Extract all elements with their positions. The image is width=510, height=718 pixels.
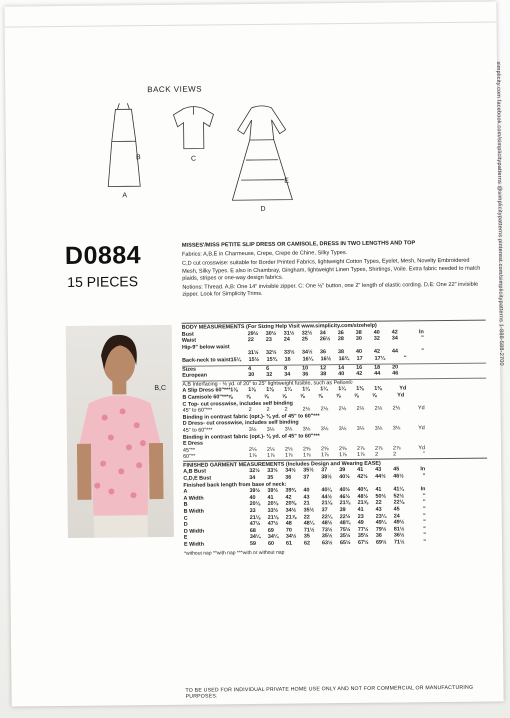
size-value: 30 [248, 372, 255, 379]
row-value: 24 [283, 336, 290, 343]
row-value: 2 [393, 451, 397, 458]
measurement-chart [182, 320, 488, 557]
row-value: 36 [319, 349, 327, 356]
size-value: 12 [320, 364, 327, 371]
usage-disclaimer: TO BE USED FOR INDIVIDUAL PRIVATE HOME USE ONLY AND NOT FOR COMMERCIAL OR MANUFACTURING PURPOSES. [185, 684, 474, 700]
row-label: B Width [183, 508, 204, 515]
row-value: 62 [303, 540, 311, 547]
side-contact-text: simplicity.com facebook.com/simplicitypatterns @simplicitypatterns pinterest.com/simplicitypatterns 1-888-588-2700 [494, 61, 505, 366]
row-value: 1¼ [320, 386, 328, 393]
size-value: 38 [320, 371, 327, 378]
back-views-title: BACK VIEWS [147, 84, 203, 95]
row-value: 39¾ [285, 487, 296, 494]
row-value: ⅝ [354, 392, 359, 399]
row-value: 2⅞ [356, 445, 365, 452]
row-unit: " [423, 519, 426, 526]
row-value: 73½ [321, 527, 333, 534]
row-value: 22⅛ [393, 499, 405, 506]
row-value: 42 [391, 329, 398, 336]
row-value: 34½ [301, 349, 313, 356]
row-value: 16 [284, 356, 291, 363]
row-value: 37 [321, 467, 328, 474]
view-label-d: D [260, 205, 266, 213]
row-value: 59 [249, 540, 257, 548]
row-value: 40 [373, 329, 380, 336]
row-value: 1⅞ [285, 452, 293, 459]
row-value: 34 [249, 475, 256, 482]
row-value: 69 [267, 527, 274, 534]
row-value: 2⅛ [248, 446, 257, 453]
row-label: A Slip Dress 60"*** [182, 387, 231, 395]
row-value: 34¼ [267, 534, 279, 541]
size-value: 42 [356, 371, 363, 378]
row-value: 33½ [267, 468, 278, 475]
european-row: European 30 32 34 36 38 40 42 44 46 [182, 370, 486, 380]
size-value: 46 [392, 370, 399, 377]
photo-view-label: B,C [154, 384, 167, 393]
row-unit: " [404, 355, 407, 362]
model-illustration [66, 325, 174, 538]
row-value: 61 [285, 540, 293, 547]
row-value: ⅝ [372, 392, 377, 399]
row-value: 16½ [320, 356, 332, 363]
row-value: 21⅛ [267, 514, 279, 521]
row-value: 29½ [247, 330, 259, 337]
row-label: A Width [183, 495, 204, 502]
row-value: 34½ [285, 533, 297, 541]
row-value: 41 [357, 506, 364, 513]
row-value: 1⅞ [249, 453, 257, 460]
row-label: Binding in contrast fabric (opt.)- ⅜ yd. of 45" to 60"*** [182, 413, 320, 421]
row-value: 17¼ [374, 355, 386, 362]
row-value: 2⅛ [266, 446, 275, 453]
row-value: 21⅝ [357, 500, 369, 507]
row-value: 24 [393, 513, 400, 520]
row-value: 1⅛ [266, 387, 274, 394]
view-label-b: B [135, 154, 141, 162]
row-value: 3⅛ [392, 425, 401, 432]
row-label: Binding in contrast fabric (opt.)- ⅜ yd. of 45" to 60"*** [182, 432, 320, 441]
row-value: 22 [375, 500, 382, 507]
view-label-c: C [190, 155, 197, 163]
notions: Notions: Thread. A,B: One 14" invisible zipper. C: One ½" button, one 2" length of elastic cording. D,E: One 22" invisible zipper. Look for Simplicity Trims. [182, 281, 479, 298]
row-label: E Dress [182, 440, 204, 447]
row-value: 36 [285, 474, 292, 481]
size-value: 4 [248, 365, 252, 372]
row-value: 71½ [303, 527, 315, 534]
row-value: 48¼ [303, 520, 315, 527]
row-value: 79½ [375, 526, 387, 533]
row-value: 30½ [265, 330, 277, 337]
row-value: 1⅛ [230, 387, 238, 394]
row-unit: " [422, 499, 426, 506]
row-value: 1⅞ [339, 452, 347, 459]
row-value: 33½ [267, 507, 279, 514]
row-value: 42½ [357, 473, 368, 480]
row-value: 39 [339, 467, 346, 474]
dress-sketch [231, 106, 292, 201]
row-label: Bust [181, 331, 194, 338]
row-value: 36½ [393, 532, 405, 539]
size-value: 20 [392, 364, 399, 371]
row-value: 48½ [321, 520, 333, 527]
row-value: 46½ [393, 473, 404, 480]
row-value: 21⅞ [285, 514, 297, 521]
row-value: 1¼ [338, 386, 346, 393]
row-value: 49½ [393, 519, 405, 526]
row-value: 65½ [339, 540, 351, 547]
row-value: 33½ [283, 349, 295, 357]
row-value: 35½ [321, 533, 333, 540]
row-value: 30 [355, 336, 362, 343]
row-value: 15½ [248, 356, 260, 364]
row-value: 3⅛ [356, 425, 365, 432]
row-unit: " [423, 512, 426, 519]
interfacing-note: A,B Interfacing - ⅛ yd. of 20" to 25" lightweight fusible, such as Pellon® [182, 377, 486, 388]
row-value: 75½ [339, 526, 351, 533]
row-label: C,D,E Bust [183, 475, 212, 482]
row-value: 40½ [339, 487, 350, 494]
row-value: 42 [373, 349, 381, 356]
row-value: 2⅛ [320, 406, 329, 413]
row-value: 81½ [393, 526, 405, 533]
row-label: D [183, 521, 188, 528]
row-value: 36 [375, 533, 382, 540]
size-value: 36 [302, 371, 309, 378]
row-label: A [183, 488, 188, 495]
row-label: E [183, 535, 188, 542]
row-value: 2⅛ [284, 446, 293, 453]
row-value: 34 [391, 335, 398, 342]
size-value: 34 [284, 371, 291, 378]
row-value: ⅝ [318, 393, 323, 400]
side-contact-strip [483, 61, 510, 701]
row-unit: " [422, 473, 426, 480]
row-unit: " [423, 506, 426, 513]
description-heading: MISSES'/MISS PETITE SLIP DRESS OR CAMISOLE, DRESS IN TWO LENGTHS AND TOP [181, 240, 416, 249]
row-value: 1⅞ [357, 452, 365, 459]
row-label: C [183, 515, 188, 522]
row-unit: " [421, 348, 425, 355]
row-value: 3⅛ [374, 425, 383, 432]
row-value: 43 [375, 467, 382, 474]
row-value: 17 [356, 355, 363, 362]
row-value: 44 [391, 348, 399, 355]
row-value: 15¾ [266, 356, 278, 363]
row-label: C Top- cut crosswise, includes self binding [182, 400, 293, 408]
row-value: 37 [321, 507, 328, 514]
row-value: 21 [303, 500, 310, 507]
row-value: 47½ [249, 521, 261, 528]
row-value: ⅝ [228, 394, 233, 401]
row-value: 2⅛ [392, 405, 401, 412]
row-label: 45" to 60"*** [182, 427, 213, 434]
row-label: E Width [183, 541, 205, 548]
row-value: 23¼ [375, 513, 387, 520]
body-measurement-rows [182, 328, 486, 364]
row-value: 69½ [375, 539, 387, 546]
row-value: 21⅛ [321, 500, 333, 507]
row-unit: In [420, 486, 426, 493]
view-label-a: A [122, 192, 128, 200]
row-value: 40 [303, 487, 310, 494]
row-value: 34 [319, 329, 326, 336]
row-value: 1¼ [284, 386, 292, 394]
row-value: 2⅛ [356, 405, 365, 413]
row-value: 32 [373, 335, 380, 342]
row-value: 60 [267, 540, 275, 547]
row-unit: In [420, 466, 426, 473]
row-label: B Camisole 60"*** [182, 394, 229, 401]
view-label-e: E [284, 177, 289, 185]
row-value: 3⅛ [338, 425, 347, 433]
row-unit: Yd [418, 425, 425, 432]
row-value: 3⅛ [266, 426, 275, 433]
row-value: 35½ [357, 533, 369, 540]
row-value: 35½ [303, 507, 315, 514]
row-value: 21⅛ [249, 514, 261, 521]
row-value: 42 [285, 494, 292, 501]
model-photo [66, 325, 174, 538]
row-label: Finished back length from base of neck: [183, 481, 287, 489]
size-value: 10 [302, 364, 309, 372]
row-value: 32½ [301, 329, 313, 337]
row-value: 34½ [285, 468, 296, 475]
fabrics-cd: C,D cut crosswise: suitable for Border Printed Fabrics, lightweight Cotton Types, Eyelet, Mesh, Novelty Embroidered Mesh, Silky Types. E also in Chambray, Gingham, lightweight Linen Types, Shirtings, Voile. Extra fabric needed to match plaids, stripes or one-way design fabrics. [182, 258, 481, 282]
size-value: 14 [338, 364, 345, 371]
row-value: 2 [284, 406, 288, 413]
row-unit: " [423, 451, 426, 458]
size-value: 32 [266, 371, 273, 379]
row-value: 1⅜ [356, 386, 364, 393]
row-value: 31½ [283, 330, 295, 337]
row-value: 35½ [303, 467, 314, 474]
row-unit: " [422, 493, 426, 500]
row-value: ⅝ [282, 393, 287, 400]
row-value: 33 [249, 508, 256, 515]
row-value: 2⅝ [320, 445, 329, 452]
row-value: 36 [337, 329, 344, 336]
row-value: 34¼ [249, 534, 261, 541]
row-label: 60"** [183, 453, 196, 461]
row-value: 22¼ [321, 513, 333, 520]
row-value: 34½ [285, 507, 297, 514]
row-value: 44½ [375, 473, 386, 480]
slip-dress-sketch [107, 103, 140, 186]
row-value: ⅝ [264, 393, 269, 400]
row-value: 1⅞ [321, 452, 329, 459]
row-value: 1⅛ [248, 387, 256, 394]
row-unit: " [421, 335, 424, 342]
row-value: 28 [337, 336, 344, 343]
row-value: 23 [265, 336, 272, 344]
row-value: 40¼ [321, 487, 332, 494]
row-unit: Yd [418, 444, 426, 451]
row-value: 49¼ [375, 519, 387, 526]
row-value: 41¼ [393, 486, 404, 493]
row-value: 40½ [339, 474, 350, 481]
row-value: 2⅝ [302, 446, 311, 453]
row-value: 3⅛ [320, 426, 329, 433]
row-value: 20⅛ [267, 501, 279, 508]
row-value: 41 [267, 494, 274, 501]
row-value: 2⅝ [338, 445, 347, 452]
row-value: 31½ [247, 350, 259, 357]
row-unit: " [423, 526, 426, 533]
row-value: 38 [355, 329, 362, 336]
row-value: 1⅞ [303, 452, 311, 459]
size-value: 16 [356, 364, 363, 371]
pattern-description [182, 240, 483, 302]
row-unit: Yd [417, 405, 425, 412]
row-value: 41 [375, 486, 382, 493]
row-value: 35½ [339, 533, 351, 540]
row-value: 46½ [339, 493, 351, 500]
envelope-flap-line [4, 1, 496, 27]
row-label: Waist [181, 337, 197, 344]
row-value: 2⅛ [302, 406, 311, 413]
row-value: 71½ [393, 539, 405, 546]
row-value: 38½ [321, 474, 332, 481]
row-value: ⅝ [246, 393, 251, 401]
row-value: 26½ [319, 336, 331, 343]
finished-measurement-rows [183, 466, 488, 548]
row-value: 32½ [249, 468, 260, 475]
row-value: 45 [393, 506, 400, 513]
row-value: ⅝ [300, 393, 305, 400]
row-unit: Yd [399, 385, 407, 392]
row-value: 20⅛ [249, 501, 261, 508]
row-value: 39 [339, 507, 346, 514]
pattern-number: D0884 [64, 241, 142, 270]
fabrics-abe: Fabrics: A,B,E in Charmeuse, Crepe, Crepe de Chine, Silky Types. [181, 250, 348, 258]
row-label: Back-neck to waist [182, 357, 231, 364]
row-value: 21⅜ [339, 500, 351, 507]
row-unit: Yd [397, 392, 405, 399]
row-value: 35 [303, 533, 310, 540]
sizes-row: Sizes 4 6 8 10 12 14 16 18 20 [182, 362, 486, 373]
row-value: 35 [267, 474, 274, 481]
row-value: 22½ [339, 513, 351, 520]
row-value: 39½ [267, 488, 278, 495]
size-value: 44 [374, 370, 381, 377]
row-value: 39½ [249, 488, 260, 495]
row-value: 48½ [357, 493, 369, 500]
row-value: ⅝ [336, 393, 341, 400]
row-value: 2⅞ [392, 445, 401, 452]
row-value: 1⅞ [267, 453, 275, 460]
row-label: A,B Bust [183, 468, 207, 476]
top-sketch [173, 106, 213, 148]
pattern-envelope [4, 1, 503, 706]
row-value: 63½ [321, 540, 333, 547]
row-value: 32½ [265, 350, 277, 357]
size-value: 18 [374, 364, 381, 371]
row-value: 44½ [321, 494, 333, 501]
row-value: 2 [248, 407, 252, 414]
row-value: 2⅛ [338, 406, 347, 413]
row-value: 2 [266, 406, 270, 413]
row-value: 48¾ [339, 520, 351, 527]
row-value: 2 [375, 451, 379, 459]
row-value: 40¾ [357, 487, 368, 494]
row-value: 52½ [393, 493, 405, 500]
row-value: 43 [303, 494, 310, 501]
row-value: 25 [301, 336, 308, 343]
row-value: 22 [247, 337, 254, 344]
row-value: 2⅛ [374, 405, 383, 412]
row-value: 2⅞ [374, 445, 383, 452]
row-label: 45" to 60"*** [182, 407, 213, 414]
row-value: 37 [303, 474, 310, 481]
piece-count: 15 PIECES [67, 273, 139, 290]
row-label: D Width [183, 528, 205, 535]
row-unit: " [423, 532, 426, 539]
row-label: B [183, 502, 188, 509]
row-value: 3⅛ [248, 426, 257, 433]
row-label: Hip-9" below waist [181, 344, 230, 351]
row-value: 47½ [267, 520, 279, 528]
size-value: 6 [266, 365, 270, 372]
row-value: 43 [375, 506, 382, 513]
row-unit: " [423, 539, 427, 546]
footnotes: *without nap **with nap ***with or without nap [184, 549, 285, 557]
row-value: 20⅜ [285, 501, 297, 508]
row-value: 41 [357, 467, 364, 474]
size-value: 8 [284, 365, 288, 372]
size-value: 40 [338, 371, 345, 378]
back-view-sketches [95, 99, 316, 216]
row-value: 70 [285, 527, 292, 534]
row-label: 45"** [182, 447, 196, 454]
body-measurements-title: BODY MEASUREMENTS (For Sizing Help Visit www.simplicity.com/sizehelp) [182, 320, 486, 332]
row-value: 3⅛ [302, 426, 311, 433]
row-value: 77½ [357, 526, 369, 533]
row-value: 38 [337, 349, 345, 356]
row-value: 15¼ [230, 357, 242, 364]
row-value: 50½ [375, 493, 387, 500]
row-value: 40 [249, 494, 256, 501]
row-unit: In [418, 328, 424, 335]
row-label: D Dress- cut crosswise, includes self binding [182, 419, 299, 428]
row-value: 67½ [357, 539, 369, 546]
row-value: 23 [357, 513, 364, 520]
finished-measurements-title: FINISHED GARMENT MEASUREMENTS (Includes Design and Wearing EASE) [183, 457, 487, 469]
yardage-rows [182, 385, 487, 461]
row-value: 45 [393, 466, 400, 474]
row-value: 49 [357, 520, 364, 527]
row-value: 22 [303, 514, 310, 521]
row-value: 1⅜ [374, 386, 382, 393]
row-value: 16¾ [338, 355, 350, 363]
row-value: 16¼ [302, 356, 314, 363]
row-value: 68 [249, 527, 256, 534]
row-value: 1¼ [302, 386, 310, 393]
row-value: 40 [355, 349, 363, 356]
row-value: 48 [285, 520, 292, 527]
row-value: 3⅛ [284, 426, 293, 433]
